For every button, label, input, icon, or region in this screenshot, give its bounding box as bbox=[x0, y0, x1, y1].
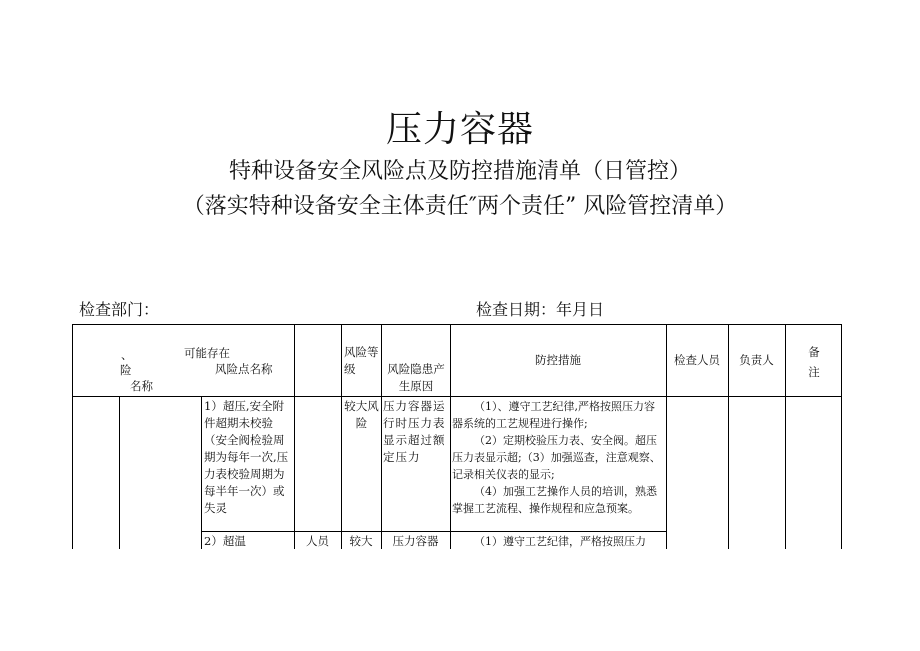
header-remark: 备注 bbox=[808, 345, 820, 379]
row1-risk-point: 1）超压,安全附件超期未校验（安全阀检验周期为每年一次,压力表校验周期为每半年一次）或失灵 bbox=[204, 399, 289, 515]
document-subtitle-secondary: （落实特种设备安全主体责任″两个责任” 风险管控清单） bbox=[182, 194, 738, 219]
header-risk-level: 风险等级 bbox=[344, 345, 379, 376]
row2-risk-level: 较大 bbox=[349, 534, 373, 548]
col-divider-3 bbox=[294, 324, 295, 549]
row2-risk-cause: 压力容器 bbox=[392, 534, 439, 548]
col-divider-4 bbox=[341, 324, 342, 549]
table-border-left bbox=[72, 324, 73, 549]
header-mark: 、 bbox=[121, 348, 133, 362]
table-border-top bbox=[72, 324, 842, 325]
document-title: 压力容器 bbox=[385, 109, 534, 150]
col-divider-9 bbox=[785, 324, 786, 549]
row1-risk-cause: 压力容器运行时压力表显示超过额定压力 bbox=[383, 399, 446, 464]
header-risk-cause: 风险隐患产生原因 bbox=[387, 362, 445, 393]
row1-measure-1: （1）、遵守工艺纪律,严格按照压力容器系统的工艺规程进行操作; bbox=[452, 400, 655, 430]
document-subtitle: 特种设备安全风险点及防控措施清单（日管控） bbox=[228, 159, 691, 184]
row1-measure-3: （4）加强工艺操作人员的培训，熟悉掌握工艺流程、操作规程和应急预案。 bbox=[452, 485, 657, 515]
header-risk-point-name: 风险点名称 bbox=[215, 362, 273, 376]
inspection-department-label: 检查部门： bbox=[79, 300, 160, 319]
row1-measure-2: （2）定期校验压力表、安全阀。超压压力表显示超;（3）加强巡查，注意观察、记录相关仪表的显示; bbox=[452, 434, 661, 481]
col-divider-2 bbox=[201, 396, 202, 549]
header-responsible: 负责人 bbox=[739, 353, 774, 367]
row2-risk-point: 2）超温 bbox=[204, 534, 246, 548]
inspection-date-label: 检查日期：年月日 bbox=[476, 300, 605, 319]
row2-measure-1: （1）遵守工艺纪律，严格按照压力 bbox=[474, 535, 646, 548]
header-inspector: 检查人员 bbox=[674, 353, 720, 367]
header-control-measures: 防控措施 bbox=[535, 353, 581, 367]
header-name-line3: 名称 bbox=[130, 379, 153, 393]
row1-control-measures bbox=[452, 398, 664, 517]
row2-control-measures bbox=[452, 533, 664, 550]
header-possible-line1: 可能存在 bbox=[184, 346, 230, 360]
row2-object: 人员 bbox=[306, 534, 329, 548]
row1-risk-level: 较大风险 bbox=[344, 399, 379, 430]
table-border-right bbox=[841, 324, 842, 549]
header-risk-line2: 险 bbox=[120, 363, 132, 377]
table-header-divider bbox=[72, 396, 842, 397]
table-row-divider bbox=[201, 531, 666, 532]
col-divider-5 bbox=[381, 324, 382, 549]
col-divider-1 bbox=[119, 396, 120, 549]
